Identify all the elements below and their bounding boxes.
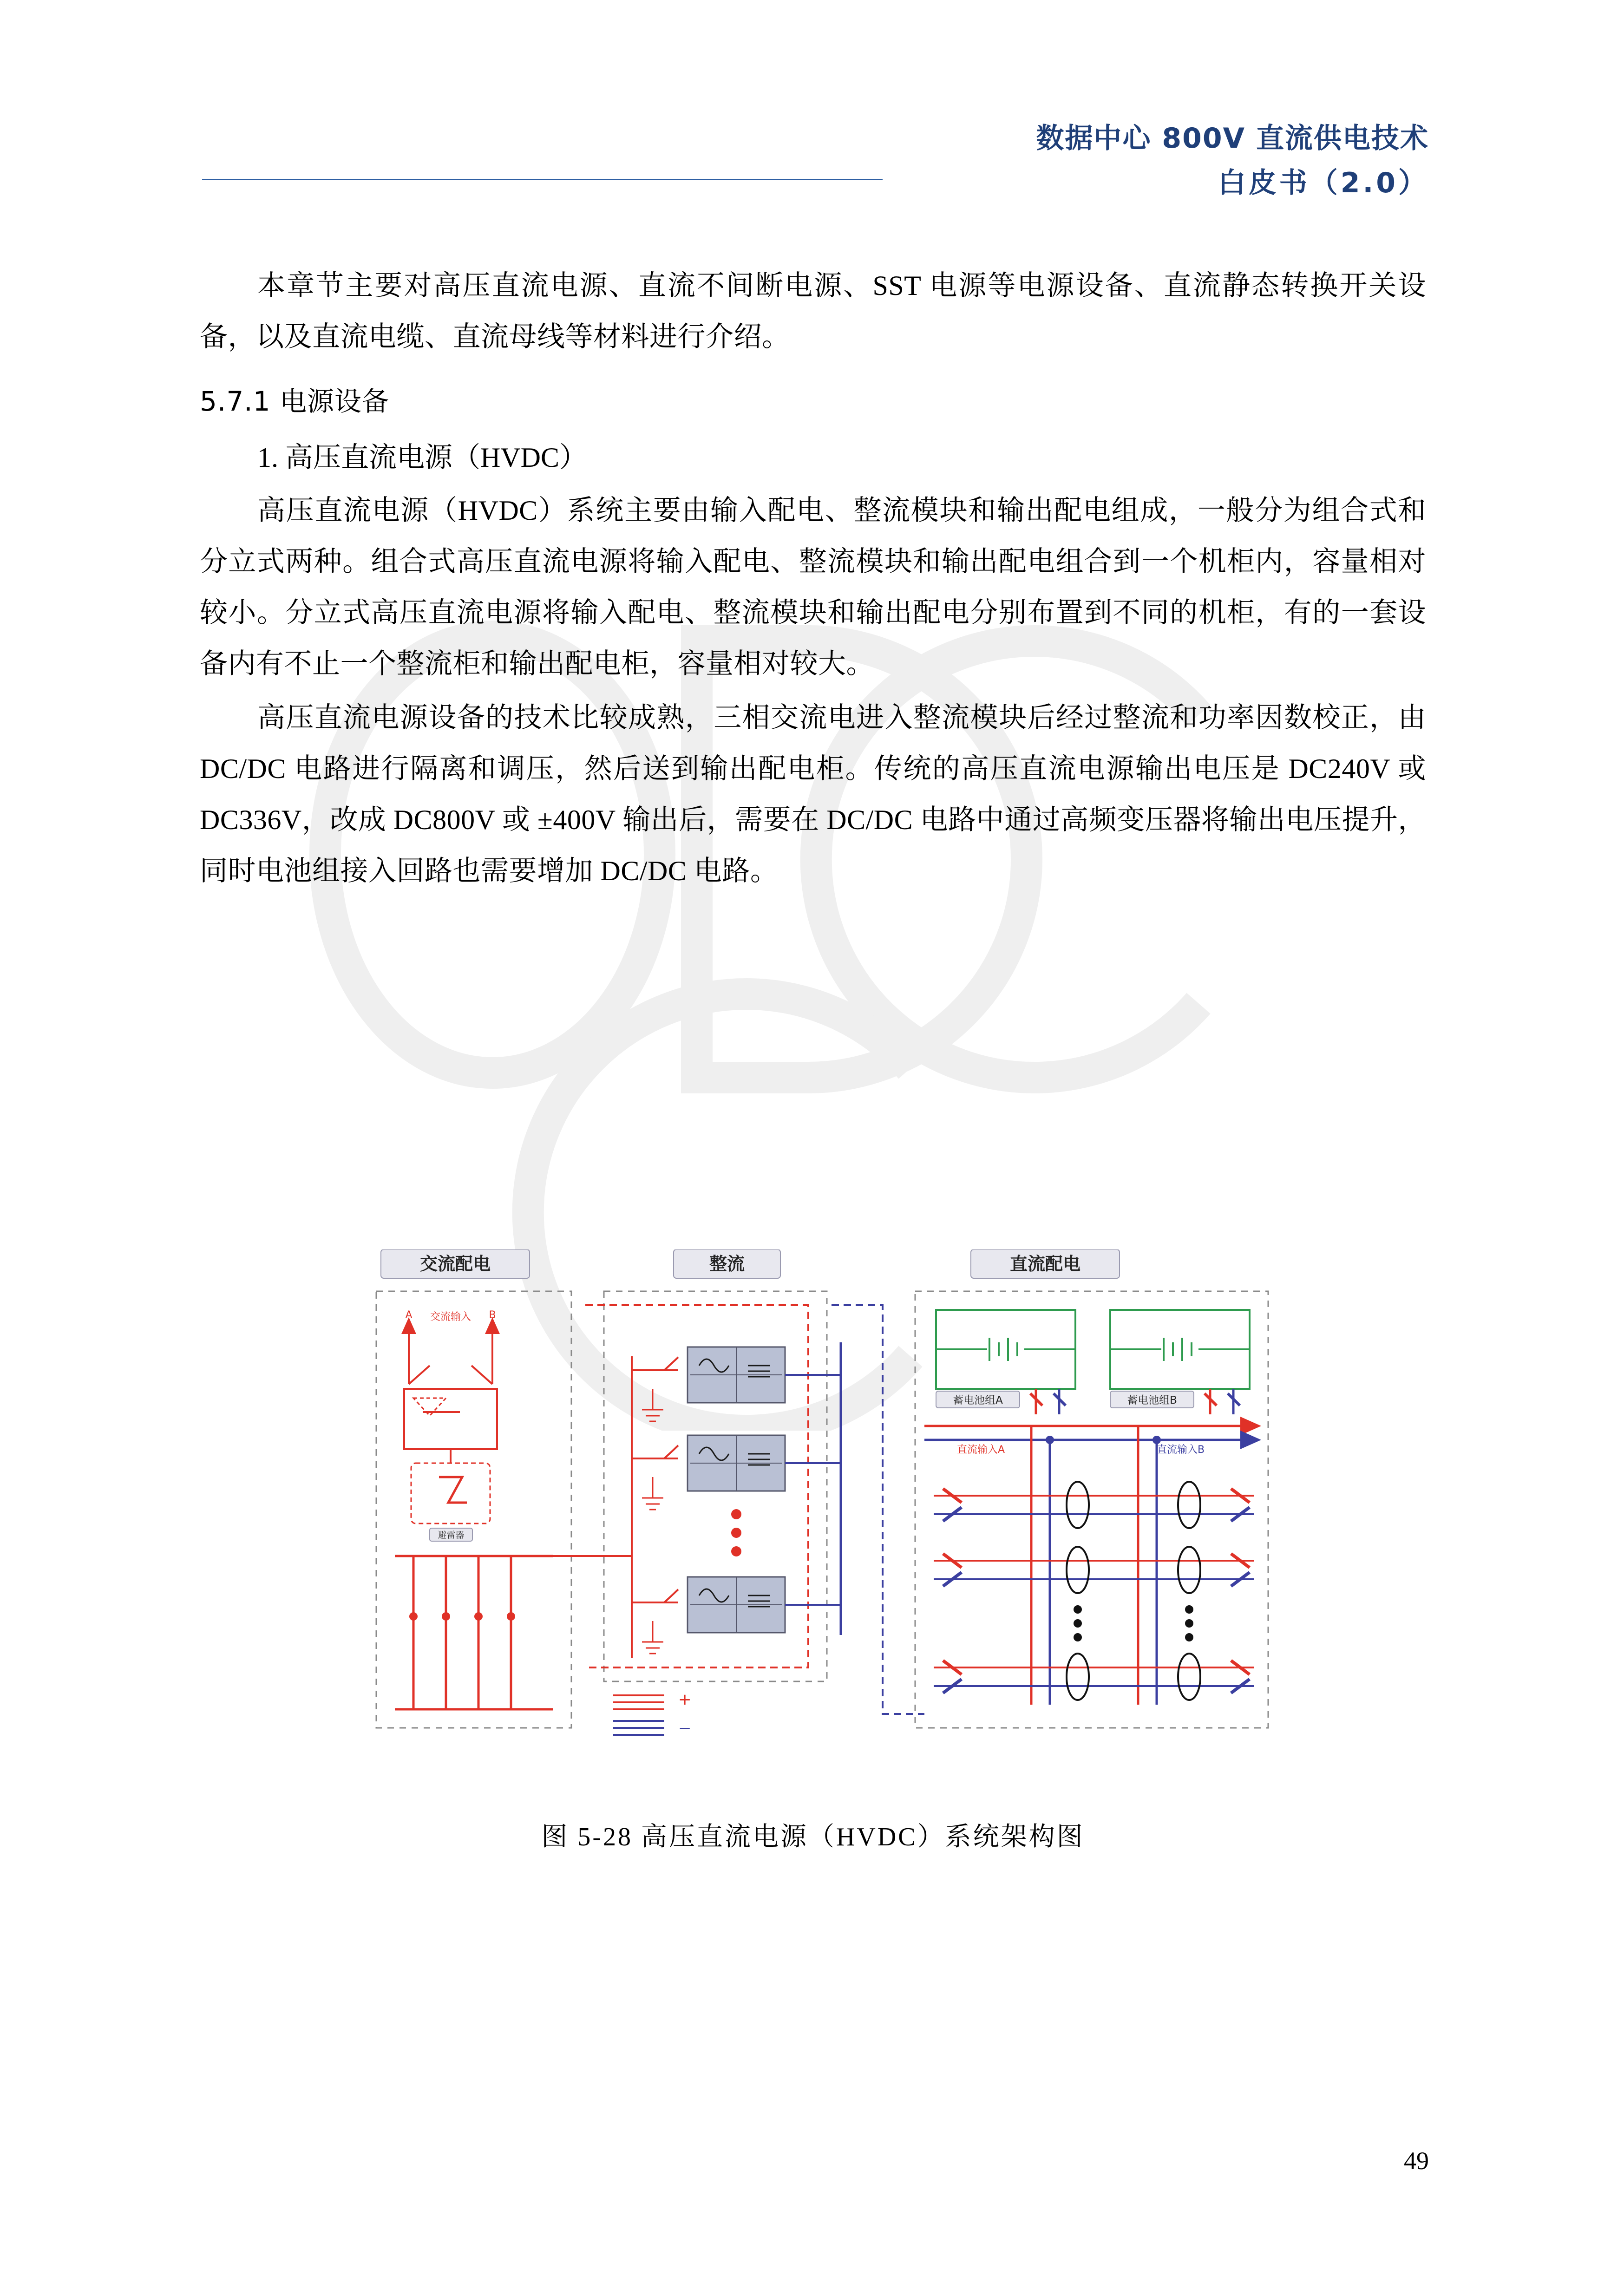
- label-dc-input-b: 直流输入B: [1157, 1444, 1205, 1456]
- figure-hvdc-architecture: [307, 1249, 1319, 1784]
- list-item-hvdc: 1. 高压直流电源（HVDC）: [257, 442, 588, 473]
- dc-cabinet-outline: [915, 1291, 1268, 1728]
- label-phase-a: A: [405, 1309, 413, 1321]
- svg-text:交流配电: 交流配电: [419, 1254, 491, 1274]
- label-battery-b: 蓄电池组B: [1127, 1394, 1177, 1406]
- blue-dashed-loop: [832, 1305, 924, 1714]
- ac-switchgear: [404, 1366, 497, 1449]
- battery-group-b: [1110, 1310, 1250, 1414]
- header-title: [639, 116, 1429, 205]
- polarity-legend: [613, 1690, 692, 1738]
- hvdc-system-diagram: [307, 1249, 1319, 1784]
- panel-title-dc: [971, 1249, 1120, 1278]
- intro-paragraph: 本章节主要对高压直流电源、直流不间断电源、SST 电源等电源设备、直流静态转换开关设备，以及直流电缆、直流母线等材料进行介绍。: [200, 270, 1426, 352]
- svg-text:整流: 整流: [709, 1254, 745, 1274]
- paragraph-hvdc-composition: 高压直流电源（HVDC）系统主要由输入配电、整流模块和输出配电组成，一般分为组合式和分立式两种。组合式高压直流电源将输入配电、整流模块和输出配电组合到一个机柜内，容量相对较小。分立式高压直流电源将输入配电、整流模块和输出配电分别布置到不同的机柜，有的一套设备内有不止一个整流柜和输出配电柜，容量相对较大。: [200, 495, 1426, 679]
- spd-group: [411, 1449, 490, 1541]
- legend-plus: +: [678, 1690, 692, 1709]
- label-battery-a: 蓄电池组A: [953, 1394, 1003, 1406]
- dc-vertical-red: [1031, 1426, 1138, 1705]
- battery-group-a: [936, 1310, 1075, 1414]
- ac-to-rectifier-link: [553, 1356, 632, 1658]
- rectifier-module-2: [632, 1435, 841, 1510]
- dc-output-row-2: [934, 1547, 1254, 1593]
- main-content: [200, 260, 1426, 899]
- dc-input-bus: [924, 1426, 1259, 1456]
- dc-output-ellipsis: [1074, 1605, 1193, 1641]
- header-title-line2: 白皮书（2.0）: [1218, 167, 1429, 199]
- panel-title-ac: [381, 1249, 530, 1278]
- panel-title-rectifier: [674, 1249, 780, 1278]
- ac-switch-dots: [409, 1612, 515, 1621]
- ac-busbar: [395, 1556, 553, 1709]
- ac-input-group: [409, 1319, 492, 1384]
- figure-block: [200, 1249, 1426, 1853]
- label-ac-input: 交流输入: [430, 1311, 471, 1323]
- page-header: [0, 0, 1624, 242]
- rectifier-ellipsis: [731, 1509, 741, 1556]
- dc-output-row-1: [934, 1482, 1254, 1528]
- header-title-line1: 数据中心 800V 直流供电技术: [1036, 122, 1429, 155]
- section-heading-571: 5.7.1 电源设备: [200, 386, 390, 417]
- label-phase-b: B: [489, 1309, 496, 1321]
- delta-marker: [413, 1398, 446, 1416]
- label-spd: 避雷器: [438, 1530, 465, 1540]
- paragraph-hvdc-technology: 高压直流电源设备的技术比较成熟，三相交流电进入整流模块后经过整流和功率因数校正，由 DC/DC 电路进行隔离和调压，然后送到输出配电柜。传统的高压直流电源输出电压是 DC240V 或 DC336V，改成 DC800V 或 ±400V 输出后，需要在 DC/DC 电路中通过高频变压器将输出电压提升，同时电池组接入回路也需要增加 DC/DC 电路。: [200, 702, 1426, 886]
- ac-cabinet-outline: [376, 1291, 571, 1728]
- svg-text:直流配电: 直流配电: [1009, 1254, 1081, 1274]
- rectifier-module-3: [632, 1577, 841, 1654]
- rectifier-module-1: [632, 1347, 841, 1421]
- label-dc-input-a: 直流输入A: [957, 1444, 1005, 1456]
- legend-minus: −: [678, 1719, 692, 1738]
- page-number: 49: [1404, 2147, 1429, 2175]
- figure-caption: 图 5-28 高压直流电源（HVDC）系统架构图: [541, 1823, 1085, 1851]
- dc-output-row-3: [934, 1654, 1254, 1700]
